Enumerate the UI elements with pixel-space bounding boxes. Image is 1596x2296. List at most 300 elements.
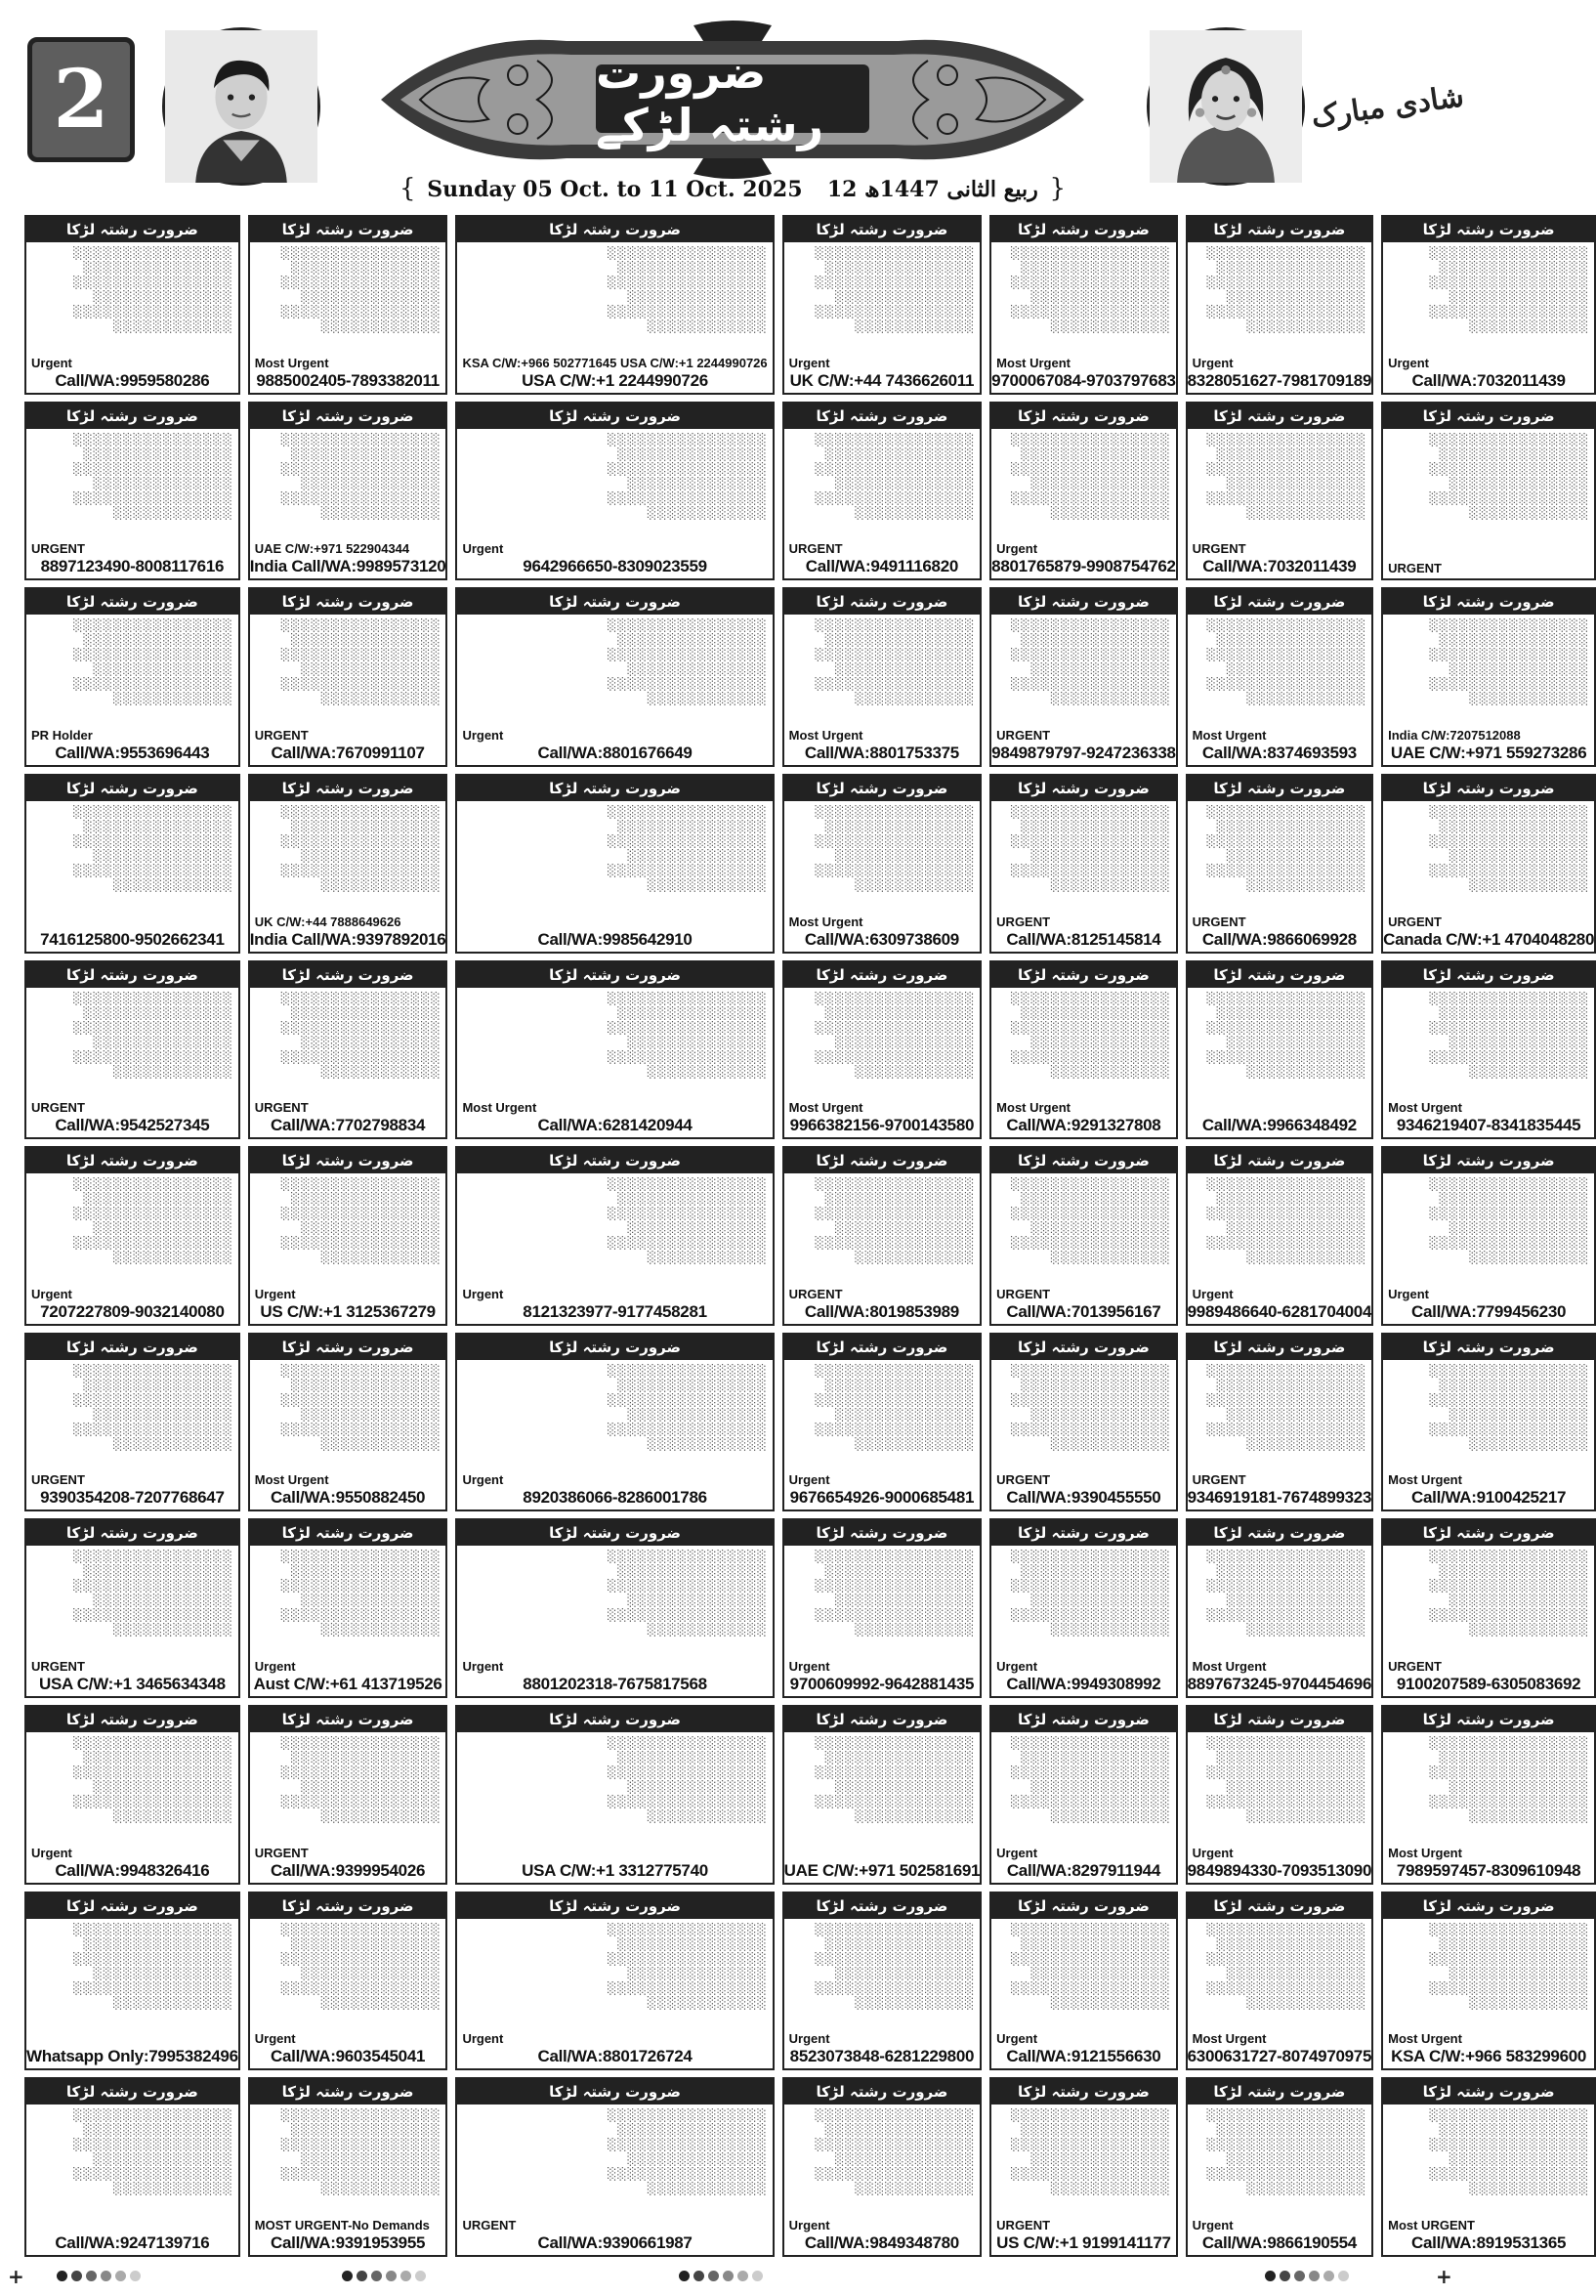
- ad-contact-number: Call/WA:8801753375: [804, 743, 959, 762]
- color-dot: [71, 2271, 82, 2281]
- matrimonial-ad: [24, 402, 240, 581]
- ad-contact-number: 8523073848-6281229800: [789, 2047, 975, 2066]
- ad-text-placeholder: ░░░░░░░░░░░░░░░░ ░░░░░░░░░░░░░░░ ░░░░░░░░░░░░░░░░ ░░░░░░░░░░░░░░ ░░░░░░░░░░░░░░░░ ░░░░░░░░░░░░: [1206, 2108, 1367, 2196]
- ad-urgency-tag: Most Urgent: [1192, 2031, 1267, 2047]
- ad-heading: ضرورت رشتہ لڑکا: [1383, 1335, 1594, 1360]
- registration-mark-left: +: [8, 2265, 24, 2288]
- ad-body-text: [26, 242, 238, 356]
- ad-body-text: [457, 2105, 772, 2218]
- ad-text-placeholder: ░░░░░░░░░░░░░░░░ ░░░░░░░░░░░░░░░ ░░░░░░░░░░░░░░░░ ░░░░░░░░░░░░░░ ░░░░░░░░░░░░░░░░ ░░░░░░░░░░░░: [607, 618, 768, 706]
- color-dot: [737, 2271, 748, 2281]
- ad-urgency-tag: URGENT: [996, 914, 1051, 929]
- ad-heading: ضرورت رشتہ لڑکا: [1383, 589, 1594, 615]
- ad-text-placeholder: ░░░░░░░░░░░░░░░░ ░░░░░░░░░░░░░░░ ░░░░░░░░░░░░░░░░ ░░░░░░░░░░░░░░ ░░░░░░░░░░░░░░░░ ░░░░░░░░░░░░: [1010, 2108, 1171, 2196]
- ad-heading: ضرورت رشتہ لڑکا: [1188, 962, 1371, 988]
- ad-body-text: [991, 615, 1175, 728]
- ad-urgency-tag: Most Urgent: [254, 355, 329, 370]
- ad-heading: ضرورت رشتہ لڑکا: [250, 217, 446, 242]
- ad-heading: ضرورت رشتہ لڑکا: [784, 1148, 981, 1173]
- ad-text-placeholder: ░░░░░░░░░░░░░░░░ ░░░░░░░░░░░░░░░ ░░░░░░░░░░░░░░░░ ░░░░░░░░░░░░░░ ░░░░░░░░░░░░░░░░ ░░░░░░░░░░░░: [1429, 432, 1590, 520]
- matrimonial-ad: [24, 215, 240, 395]
- ad-contact-number: Call/WA:7032011439: [1411, 370, 1566, 390]
- ad-heading: ضرورت رشتہ لڑکا: [457, 2079, 772, 2105]
- ad-heading: ضرورت رشتہ لڑکا: [784, 1520, 981, 1546]
- ad-urgency-tag: Urgent: [788, 1472, 830, 1488]
- color-dot: [86, 2271, 97, 2281]
- matrimonial-ad: [1381, 1518, 1596, 1698]
- ad-heading: ضرورت رشتہ لڑکا: [784, 2079, 981, 2105]
- matrimonial-ad: [24, 2077, 240, 2257]
- ad-heading: ضرورت رشتہ لڑکا: [1188, 1893, 1371, 1919]
- matrimonial-ad: [989, 1146, 1177, 1326]
- ad-urgency-tag: Most Urgent: [1388, 1472, 1462, 1488]
- ad-urgency-tag: Urgent: [788, 2031, 830, 2047]
- ad-text-placeholder: ░░░░░░░░░░░░░░░░ ░░░░░░░░░░░░░░░ ░░░░░░░░░░░░░░░░ ░░░░░░░░░░░░░░ ░░░░░░░░░░░░░░░░ ░░░░░░░░░░░░: [280, 1550, 441, 1637]
- color-dot: [1280, 2271, 1290, 2281]
- color-bar-center: [679, 2271, 763, 2281]
- ad-urgency-tag: URGENT: [31, 1659, 85, 1675]
- ad-text-placeholder: ░░░░░░░░░░░░░░░░ ░░░░░░░░░░░░░░░ ░░░░░░░░░░░░░░░░ ░░░░░░░░░░░░░░ ░░░░░░░░░░░░░░░░ ░░░░░░░░░░░░: [73, 1922, 233, 2010]
- matrimonial-ad: [24, 587, 240, 767]
- ad-body-text: [1383, 429, 1594, 562]
- matrimonial-ad: [24, 774, 240, 954]
- title-banner: [371, 21, 1094, 178]
- footer: [0, 2267, 1465, 2290]
- ad-text-placeholder: ░░░░░░░░░░░░░░░░ ░░░░░░░░░░░░░░░ ░░░░░░░░░░░░░░░░ ░░░░░░░░░░░░░░ ░░░░░░░░░░░░░░░░ ░░░░░░░░░░░░: [73, 804, 233, 892]
- ad-contact-number: USA C/W:+1 2244990726: [522, 370, 708, 390]
- ad-text-placeholder: ░░░░░░░░░░░░░░░░ ░░░░░░░░░░░░░░░ ░░░░░░░░░░░░░░░░ ░░░░░░░░░░░░░░ ░░░░░░░░░░░░░░░░ ░░░░░░░░░░░░: [73, 1363, 233, 1451]
- ad-text-placeholder: ░░░░░░░░░░░░░░░░ ░░░░░░░░░░░░░░░ ░░░░░░░░░░░░░░░░ ░░░░░░░░░░░░░░ ░░░░░░░░░░░░░░░░ ░░░░░░░░░░░░: [1010, 618, 1171, 706]
- ad-urgency-tag: URGENT: [1388, 914, 1442, 929]
- ad-body-text: [457, 1173, 772, 1287]
- ad-urgency-tag: Most Urgent: [1192, 727, 1267, 743]
- ad-heading: ضرورت رشتہ لڑکا: [26, 1893, 238, 1919]
- ad-body-text: [991, 801, 1175, 914]
- ad-text-placeholder: ░░░░░░░░░░░░░░░░ ░░░░░░░░░░░░░░░ ░░░░░░░░░░░░░░░░ ░░░░░░░░░░░░░░ ░░░░░░░░░░░░░░░░ ░░░░░░░░░░░░: [280, 432, 441, 520]
- ad-heading: ضرورت رشتہ لڑکا: [457, 1893, 772, 1919]
- matrimonial-ad: [782, 960, 983, 1140]
- ad-urgency-tag: URGENT: [996, 1286, 1051, 1301]
- ad-urgency-tag: Most URGENT: [1388, 2218, 1475, 2232]
- color-dot: [130, 2271, 141, 2281]
- ad-body-text: [1188, 1546, 1371, 1659]
- ad-heading: ضرورت رشتہ لڑکا: [1188, 217, 1371, 242]
- ad-body-text: [250, 801, 446, 914]
- ad-body-text: [1188, 2105, 1371, 2218]
- ad-heading: ضرورت رشتہ لڑکا: [457, 404, 772, 429]
- ad-body-text: [26, 1173, 238, 1287]
- matrimonial-ad: [248, 960, 448, 1140]
- ad-text-placeholder: ░░░░░░░░░░░░░░░░ ░░░░░░░░░░░░░░░ ░░░░░░░░░░░░░░░░ ░░░░░░░░░░░░░░ ░░░░░░░░░░░░░░░░ ░░░░░░░░░░░░: [607, 246, 768, 333]
- ad-contact-number: 8801202318-7675817568: [523, 1675, 707, 1694]
- ad-contact-number: Call/WA:9985642910: [537, 929, 693, 949]
- ad-text-placeholder: ░░░░░░░░░░░░░░░░ ░░░░░░░░░░░░░░░ ░░░░░░░░░░░░░░░░ ░░░░░░░░░░░░░░ ░░░░░░░░░░░░░░░░ ░░░░░░░░░░░░: [607, 1550, 768, 1637]
- ad-body-text: [457, 615, 772, 728]
- ad-text-placeholder: ░░░░░░░░░░░░░░░░ ░░░░░░░░░░░░░░░ ░░░░░░░░░░░░░░░░ ░░░░░░░░░░░░░░ ░░░░░░░░░░░░░░░░ ░░░░░░░░░░░░: [1429, 246, 1590, 333]
- ad-heading: ضرورت رشتہ لڑکا: [1383, 1148, 1594, 1173]
- ad-contact-number: USA C/W:+1 3465634348: [39, 1675, 226, 1694]
- ad-text-placeholder: ░░░░░░░░░░░░░░░░ ░░░░░░░░░░░░░░░ ░░░░░░░░░░░░░░░░ ░░░░░░░░░░░░░░ ░░░░░░░░░░░░░░░░ ░░░░░░░░░░░░: [815, 804, 976, 892]
- matrimonial-ad: [1186, 1705, 1373, 1885]
- date-english: Sunday 05 Oct. to 11 Oct. 2025: [427, 177, 803, 202]
- ad-heading: ضرورت رشتہ لڑکا: [26, 1148, 238, 1173]
- ad-text-placeholder: ░░░░░░░░░░░░░░░░ ░░░░░░░░░░░░░░░ ░░░░░░░░░░░░░░░░ ░░░░░░░░░░░░░░ ░░░░░░░░░░░░░░░░ ░░░░░░░░░░░░: [815, 1177, 976, 1265]
- matrimonial-ad: [1381, 587, 1596, 767]
- ad-heading: ضرورت رشتہ لڑکا: [26, 1520, 238, 1546]
- ad-urgency-tag: Urgent: [1192, 2218, 1234, 2232]
- ad-body-text: [26, 615, 238, 728]
- ad-heading: ضرورت رشتہ لڑکا: [991, 589, 1175, 615]
- ad-contact-number: 7989597457-8309610948: [1396, 1860, 1581, 1880]
- ad-heading: ضرورت رشتہ لڑکا: [991, 1707, 1175, 1732]
- ad-urgency-tag: Urgent: [31, 1286, 72, 1301]
- ad-heading: ضرورت رشتہ لڑکا: [1188, 589, 1371, 615]
- matrimonial-ad: [455, 1705, 774, 1885]
- ad-text-placeholder: ░░░░░░░░░░░░░░░░ ░░░░░░░░░░░░░░░ ░░░░░░░░░░░░░░░░ ░░░░░░░░░░░░░░ ░░░░░░░░░░░░░░░░ ░░░░░░░░░░░░: [1206, 1177, 1367, 1265]
- ad-contact-number: Call/WA:9391953955: [271, 2233, 426, 2252]
- color-dot: [723, 2271, 734, 2281]
- matrimonial-ad: [989, 1705, 1177, 1885]
- ad-text-placeholder: ░░░░░░░░░░░░░░░░ ░░░░░░░░░░░░░░░ ░░░░░░░░░░░░░░░░ ░░░░░░░░░░░░░░ ░░░░░░░░░░░░░░░░ ░░░░░░░░░░░░: [815, 1736, 976, 1824]
- ad-body-text: [250, 1919, 446, 2032]
- ad-urgency-tag: Urgent: [996, 1845, 1038, 1860]
- ad-body-text: [26, 1732, 238, 1846]
- ad-text-placeholder: ░░░░░░░░░░░░░░░░ ░░░░░░░░░░░░░░░ ░░░░░░░░░░░░░░░░ ░░░░░░░░░░░░░░ ░░░░░░░░░░░░░░░░ ░░░░░░░░░░░░: [1429, 991, 1590, 1079]
- color-dot: [752, 2271, 763, 2281]
- ad-urgency-tag: Urgent: [462, 2031, 504, 2047]
- ad-urgency-tag: Urgent: [1192, 1286, 1234, 1301]
- matrimonial-ad: [1186, 1892, 1373, 2071]
- ad-heading: ضرورت رشتہ لڑکا: [26, 776, 238, 801]
- ad-heading: ضرورت رشتہ لڑکا: [1383, 962, 1594, 988]
- color-bar-center-left: [342, 2271, 426, 2281]
- ad-heading: ضرورت رشتہ لڑکا: [250, 1893, 446, 1919]
- ad-contact-number: Call/WA:9491116820: [805, 557, 959, 576]
- ad-text-placeholder: ░░░░░░░░░░░░░░░░ ░░░░░░░░░░░░░░░ ░░░░░░░░░░░░░░░░ ░░░░░░░░░░░░░░ ░░░░░░░░░░░░░░░░ ░░░░░░░░░░░░: [1206, 246, 1367, 333]
- matrimonial-ad: [455, 587, 774, 767]
- matrimonial-ad: [248, 1146, 448, 1326]
- ad-contact-number: 9642966650-8309023559: [523, 557, 707, 576]
- ad-heading: ضرورت رشتہ لڑکا: [250, 1335, 446, 1360]
- ad-body-text: [991, 1360, 1175, 1473]
- ad-contact-number: 9346219407-8341835445: [1396, 1116, 1581, 1135]
- ad-text-placeholder: ░░░░░░░░░░░░░░░░ ░░░░░░░░░░░░░░░ ░░░░░░░░░░░░░░░░ ░░░░░░░░░░░░░░ ░░░░░░░░░░░░░░░░ ░░░░░░░░░░░░: [280, 618, 441, 706]
- ad-body-text: [457, 1732, 772, 1860]
- ad-urgency-tag: India C/W:7207512088: [1388, 727, 1521, 743]
- ad-urgency-tag: Urgent: [462, 1659, 504, 1675]
- ad-body-text: [250, 429, 446, 542]
- matrimonial-ad: [248, 1518, 448, 1698]
- matrimonial-ad: [1186, 215, 1373, 395]
- matrimonial-ad: [782, 402, 983, 581]
- ad-body-text: [26, 1546, 238, 1659]
- ad-heading: ضرورت رشتہ لڑکا: [26, 2079, 238, 2105]
- ad-urgency-tag: Most Urgent: [1388, 1100, 1462, 1116]
- ad-heading: ضرورت رشتہ لڑکا: [784, 776, 981, 801]
- ad-text-placeholder: ░░░░░░░░░░░░░░░░ ░░░░░░░░░░░░░░░ ░░░░░░░░░░░░░░░░ ░░░░░░░░░░░░░░ ░░░░░░░░░░░░░░░░ ░░░░░░░░░░░░: [1206, 991, 1367, 1079]
- matrimonial-ad: [782, 587, 983, 767]
- ad-body-text: [250, 1546, 446, 1659]
- ad-heading: ضرورت رشتہ لڑکا: [1383, 776, 1594, 801]
- color-dot: [415, 2271, 426, 2281]
- matrimonial-ad: [1186, 1333, 1373, 1512]
- matrimonial-ad: [1381, 774, 1596, 954]
- ad-heading: ضرورت رشتہ لڑکا: [1188, 1335, 1371, 1360]
- ad-text-placeholder: ░░░░░░░░░░░░░░░░ ░░░░░░░░░░░░░░░ ░░░░░░░░░░░░░░░░ ░░░░░░░░░░░░░░ ░░░░░░░░░░░░░░░░ ░░░░░░░░░░░░: [280, 991, 441, 1079]
- ad-urgency-tag: URGENT: [462, 2218, 517, 2232]
- ad-body-text: [784, 2105, 981, 2218]
- matrimonial-ad: [248, 2077, 448, 2257]
- ad-text-placeholder: ░░░░░░░░░░░░░░░░ ░░░░░░░░░░░░░░░ ░░░░░░░░░░░░░░░░ ░░░░░░░░░░░░░░ ░░░░░░░░░░░░░░░░ ░░░░░░░░░░░░: [1429, 1736, 1590, 1824]
- matrimonial-ad: [782, 2077, 983, 2257]
- ad-body-text: [26, 429, 238, 542]
- ad-heading: ضرورت رشتہ لڑکا: [250, 589, 446, 615]
- groom-portrait-icon: [165, 30, 317, 183]
- ad-body-text: [250, 1173, 446, 1287]
- ad-text-placeholder: ░░░░░░░░░░░░░░░░ ░░░░░░░░░░░░░░░ ░░░░░░░░░░░░░░░░ ░░░░░░░░░░░░░░ ░░░░░░░░░░░░░░░░ ░░░░░░░░░░░░: [1206, 1922, 1367, 2010]
- ad-contact-number: Call/WA:8801726724: [537, 2047, 693, 2066]
- matrimonial-ad: [1381, 1705, 1596, 1885]
- matrimonial-ad: [248, 1333, 448, 1512]
- ad-body-text: [784, 615, 981, 728]
- ad-body-text: [784, 242, 981, 356]
- ad-body-text: [1383, 1732, 1594, 1846]
- ad-text-placeholder: ░░░░░░░░░░░░░░░░ ░░░░░░░░░░░░░░░ ░░░░░░░░░░░░░░░░ ░░░░░░░░░░░░░░ ░░░░░░░░░░░░░░░░ ░░░░░░░░░░░░: [1010, 991, 1171, 1079]
- ad-contact-number: Call/WA:9100425217: [1411, 1488, 1567, 1508]
- ad-body-text: [1383, 988, 1594, 1101]
- ad-contact-number: Call/WA:9247139716: [55, 2233, 210, 2252]
- matrimonial-ad: [782, 1146, 983, 1326]
- ad-body-text: [784, 988, 981, 1101]
- date-line: { Sunday 05 Oct. to 11 Oct. 2025 12 ربیع الثانی 1447ھ }: [399, 174, 1066, 203]
- ad-urgency-tag: URGENT: [996, 2218, 1051, 2232]
- ad-body-text: [1383, 1360, 1594, 1473]
- ad-heading: ضرورت رشتہ لڑکا: [991, 1893, 1175, 1919]
- ad-body-text: [457, 1360, 772, 1473]
- ad-contact-number: Call/WA:9390661987: [537, 2233, 693, 2252]
- ad-contact-number: 9966382156-9700143580: [789, 1116, 975, 1135]
- ad-heading: ضرورت رشتہ لڑکا: [1383, 2079, 1594, 2105]
- ad-text-placeholder: ░░░░░░░░░░░░░░░░ ░░░░░░░░░░░░░░░ ░░░░░░░░░░░░░░░░ ░░░░░░░░░░░░░░ ░░░░░░░░░░░░░░░░ ░░░░░░░░░░░░: [1429, 1922, 1590, 2010]
- ad-urgency-tag: URGENT: [996, 727, 1051, 743]
- ad-urgency-tag: Most Urgent: [788, 914, 863, 929]
- ad-text-placeholder: ░░░░░░░░░░░░░░░░ ░░░░░░░░░░░░░░░ ░░░░░░░░░░░░░░░░ ░░░░░░░░░░░░░░ ░░░░░░░░░░░░░░░░ ░░░░░░░░░░░░: [815, 1363, 976, 1451]
- ad-heading: ضرورت رشتہ لڑکا: [250, 2079, 446, 2105]
- ad-body-text: [250, 1732, 446, 1846]
- date-hijri: 12 ربیع الثانی 1447ھ: [826, 177, 1038, 202]
- ad-heading: ضرورت رشتہ لڑکا: [1188, 1520, 1371, 1546]
- ad-text-placeholder: ░░░░░░░░░░░░░░░░ ░░░░░░░░░░░░░░░ ░░░░░░░░░░░░░░░░ ░░░░░░░░░░░░░░ ░░░░░░░░░░░░░░░░ ░░░░░░░░░░░░: [815, 1922, 976, 2010]
- ad-heading: ضرورت رشتہ لڑکا: [457, 1707, 772, 1732]
- matrimonial-ad: [1381, 1146, 1596, 1326]
- color-dot: [400, 2271, 411, 2281]
- color-dot: [1338, 2271, 1349, 2281]
- matrimonial-ad: [1186, 402, 1373, 581]
- matrimonial-ad: [989, 960, 1177, 1140]
- ad-contact-number: US C/W:+1 9199141177: [996, 2233, 1171, 2252]
- ad-heading: ضرورت رشتہ لڑکا: [1383, 1520, 1594, 1546]
- matrimonial-ad: [248, 1892, 448, 2071]
- ad-text-placeholder: ░░░░░░░░░░░░░░░░ ░░░░░░░░░░░░░░░ ░░░░░░░░░░░░░░░░ ░░░░░░░░░░░░░░ ░░░░░░░░░░░░░░░░ ░░░░░░░░░░░░: [73, 618, 233, 706]
- ad-text-placeholder: ░░░░░░░░░░░░░░░░ ░░░░░░░░░░░░░░░ ░░░░░░░░░░░░░░░░ ░░░░░░░░░░░░░░ ░░░░░░░░░░░░░░░░ ░░░░░░░░░░░░: [1206, 804, 1367, 892]
- ad-body-text: [1188, 801, 1371, 914]
- ad-body-text: [26, 1919, 238, 2047]
- ad-text-placeholder: ░░░░░░░░░░░░░░░░ ░░░░░░░░░░░░░░░ ░░░░░░░░░░░░░░░░ ░░░░░░░░░░░░░░ ░░░░░░░░░░░░░░░░ ░░░░░░░░░░░░: [1010, 1177, 1171, 1265]
- matrimonial-ad: [1186, 1518, 1373, 1698]
- ad-urgency-tag: Urgent: [462, 541, 504, 557]
- ad-contact-number: Call/WA:8801676649: [537, 743, 693, 762]
- ad-body-text: [26, 1360, 238, 1473]
- matrimonial-ad: [455, 774, 774, 954]
- ad-contact-number: Call/WA:9390455550: [1006, 1488, 1161, 1508]
- ad-heading: ضرورت رشتہ لڑکا: [1383, 1893, 1594, 1919]
- ad-body-text: [1383, 1173, 1594, 1287]
- ad-heading: ضرورت رشتہ لڑکا: [991, 1520, 1175, 1546]
- ad-urgency-tag: Urgent: [254, 2031, 296, 2047]
- ad-text-placeholder: ░░░░░░░░░░░░░░░░ ░░░░░░░░░░░░░░░ ░░░░░░░░░░░░░░░░ ░░░░░░░░░░░░░░ ░░░░░░░░░░░░░░░░ ░░░░░░░░░░░░: [607, 804, 768, 892]
- ad-urgency-tag: URGENT: [31, 1100, 85, 1116]
- ad-contact-number: UK C/W:+44 7436626011: [789, 370, 975, 390]
- ad-urgency-tag: Urgent: [462, 1472, 504, 1488]
- color-dot: [679, 2271, 690, 2281]
- ad-heading: ضرورت رشتہ لڑکا: [1188, 1148, 1371, 1173]
- ad-body-text: [784, 429, 981, 542]
- ad-contact-number: Call/WA:9550882450: [271, 1488, 426, 1508]
- ad-text-placeholder: ░░░░░░░░░░░░░░░░ ░░░░░░░░░░░░░░░ ░░░░░░░░░░░░░░░░ ░░░░░░░░░░░░░░ ░░░░░░░░░░░░░░░░ ░░░░░░░░░░░░: [815, 432, 976, 520]
- color-dot: [57, 2271, 67, 2281]
- ad-contact-number: 6300631727-8074970975: [1187, 2047, 1372, 2066]
- ad-urgency-tag: Urgent: [788, 355, 830, 370]
- ad-heading: ضرورت رشتہ لڑکا: [784, 589, 981, 615]
- ad-body-text: [991, 429, 1175, 542]
- ad-text-placeholder: ░░░░░░░░░░░░░░░░ ░░░░░░░░░░░░░░░ ░░░░░░░░░░░░░░░░ ░░░░░░░░░░░░░░ ░░░░░░░░░░░░░░░░ ░░░░░░░░░░░░: [815, 246, 976, 333]
- color-dot: [342, 2271, 353, 2281]
- ad-heading: ضرورت رشتہ لڑکا: [991, 404, 1175, 429]
- ad-text-placeholder: ░░░░░░░░░░░░░░░░ ░░░░░░░░░░░░░░░ ░░░░░░░░░░░░░░░░ ░░░░░░░░░░░░░░ ░░░░░░░░░░░░░░░░ ░░░░░░░░░░░░: [815, 1550, 976, 1637]
- ad-text-placeholder: ░░░░░░░░░░░░░░░░ ░░░░░░░░░░░░░░░ ░░░░░░░░░░░░░░░░ ░░░░░░░░░░░░░░ ░░░░░░░░░░░░░░░░ ░░░░░░░░░░░░: [280, 1177, 441, 1265]
- ad-contact-number: 8920386066-8286001786: [523, 1488, 707, 1508]
- matrimonial-ad: [1186, 774, 1373, 954]
- ad-text-placeholder: ░░░░░░░░░░░░░░░░ ░░░░░░░░░░░░░░░ ░░░░░░░░░░░░░░░░ ░░░░░░░░░░░░░░ ░░░░░░░░░░░░░░░░ ░░░░░░░░░░░░: [73, 2108, 233, 2196]
- ad-text-placeholder: ░░░░░░░░░░░░░░░░ ░░░░░░░░░░░░░░░ ░░░░░░░░░░░░░░░░ ░░░░░░░░░░░░░░ ░░░░░░░░░░░░░░░░ ░░░░░░░░░░░░: [1010, 804, 1171, 892]
- ad-contact-number: Call/WA:9866190554: [1201, 2233, 1357, 2252]
- ad-urgency-tag: Most Urgent: [996, 1100, 1071, 1116]
- ad-contact-number: Call/WA:8019853989: [804, 1301, 959, 1321]
- ad-text-placeholder: ░░░░░░░░░░░░░░░░ ░░░░░░░░░░░░░░░ ░░░░░░░░░░░░░░░░ ░░░░░░░░░░░░░░ ░░░░░░░░░░░░░░░░ ░░░░░░░░░░░░: [1429, 2108, 1590, 2196]
- ad-heading: ضرورت رشتہ لڑکا: [457, 1148, 772, 1173]
- ad-body-text: [1383, 1919, 1594, 2032]
- matrimonial-ad: [1381, 402, 1596, 581]
- matrimonial-ad: [455, 2077, 774, 2257]
- matrimonial-ad: [1186, 587, 1373, 767]
- ad-text-placeholder: ░░░░░░░░░░░░░░░░ ░░░░░░░░░░░░░░░ ░░░░░░░░░░░░░░░░ ░░░░░░░░░░░░░░ ░░░░░░░░░░░░░░░░ ░░░░░░░░░░░░: [1206, 432, 1367, 520]
- ad-heading: ضرورت رشتہ لڑکا: [991, 962, 1175, 988]
- matrimonial-ad: [1381, 2077, 1596, 2257]
- ad-contact-number: Call/WA:8297911944: [1006, 1860, 1160, 1880]
- ad-text-placeholder: ░░░░░░░░░░░░░░░░ ░░░░░░░░░░░░░░░ ░░░░░░░░░░░░░░░░ ░░░░░░░░░░░░░░ ░░░░░░░░░░░░░░░░ ░░░░░░░░░░░░: [280, 246, 441, 333]
- matrimonial-ad: [24, 1705, 240, 1885]
- ad-contact-number: 8328051627-7981709189: [1187, 370, 1372, 390]
- ad-contact-number: Canada C/W:+1 4704048280: [1383, 929, 1595, 949]
- ad-text-placeholder: ░░░░░░░░░░░░░░░░ ░░░░░░░░░░░░░░░ ░░░░░░░░░░░░░░░░ ░░░░░░░░░░░░░░ ░░░░░░░░░░░░░░░░ ░░░░░░░░░░░░: [73, 1550, 233, 1637]
- ad-text-placeholder: ░░░░░░░░░░░░░░░░ ░░░░░░░░░░░░░░░ ░░░░░░░░░░░░░░░░ ░░░░░░░░░░░░░░ ░░░░░░░░░░░░░░░░ ░░░░░░░░░░░░: [1206, 618, 1367, 706]
- ad-urgency-tag: URGENT: [254, 1845, 309, 1860]
- ad-urgency-tag: Most Urgent: [788, 727, 863, 743]
- ad-body-text: [784, 1173, 981, 1287]
- ad-text-placeholder: ░░░░░░░░░░░░░░░░ ░░░░░░░░░░░░░░░ ░░░░░░░░░░░░░░░░ ░░░░░░░░░░░░░░ ░░░░░░░░░░░░░░░░ ░░░░░░░░░░░░: [280, 1922, 441, 2010]
- ad-contact-number: Call/WA:7799456230: [1411, 1301, 1567, 1321]
- ad-contact-number: Call/WA:8125145814: [1006, 929, 1161, 949]
- matrimonial-ad: [989, 215, 1177, 395]
- ad-body-text: [991, 242, 1175, 356]
- page-title: ضرورت رشتہ لڑکے: [596, 64, 869, 133]
- matrimonial-ad: [455, 960, 774, 1140]
- ad-urgency-tag: Urgent: [1388, 355, 1429, 370]
- color-dot: [357, 2271, 367, 2281]
- ad-urgency-tag: PR Holder: [31, 727, 93, 743]
- ad-contact-number: UAE C/W:+971 502581691: [783, 1860, 981, 1880]
- ad-contact-number: Call/WA:9553696443: [55, 743, 210, 762]
- matrimonial-ad: [248, 402, 448, 581]
- ad-text-placeholder: ░░░░░░░░░░░░░░░░ ░░░░░░░░░░░░░░░ ░░░░░░░░░░░░░░░░ ░░░░░░░░░░░░░░ ░░░░░░░░░░░░░░░░ ░░░░░░░░░░░░: [73, 1177, 233, 1265]
- ad-urgency-tag: Urgent: [31, 1845, 72, 1860]
- ad-text-placeholder: ░░░░░░░░░░░░░░░░ ░░░░░░░░░░░░░░░ ░░░░░░░░░░░░░░░░ ░░░░░░░░░░░░░░ ░░░░░░░░░░░░░░░░ ░░░░░░░░░░░░: [1429, 618, 1590, 706]
- ad-urgency-tag: Most Urgent: [996, 355, 1071, 370]
- ad-urgency-tag: Urgent: [788, 1659, 830, 1675]
- ad-body-text: [457, 988, 772, 1101]
- ad-contact-number: Call/WA:9959580286: [55, 370, 210, 390]
- ad-text-placeholder: ░░░░░░░░░░░░░░░░ ░░░░░░░░░░░░░░░ ░░░░░░░░░░░░░░░░ ░░░░░░░░░░░░░░ ░░░░░░░░░░░░░░░░ ░░░░░░░░░░░░: [607, 432, 768, 520]
- ad-body-text: [1188, 242, 1371, 356]
- ad-urgency-tag: Most Urgent: [788, 1100, 863, 1116]
- ad-contact-number: 9989486640-6281704004: [1187, 1301, 1372, 1321]
- matrimonial-ad: [455, 1892, 774, 2071]
- ad-body-text: [1188, 615, 1371, 728]
- ad-heading: ضرورت رشتہ لڑکا: [26, 404, 238, 429]
- color-dot: [708, 2271, 719, 2281]
- ad-urgency-tag: Most Urgent: [1388, 2031, 1462, 2047]
- ad-body-text: [457, 1546, 772, 1659]
- matrimonial-ad: [989, 1518, 1177, 1698]
- ad-urgency-tag: URGENT: [788, 541, 843, 557]
- ad-heading: ضرورت رشتہ لڑکا: [991, 1148, 1175, 1173]
- matrimonial-ad: [1381, 1333, 1596, 1512]
- ad-contact-number: Call/WA:9966348492: [1201, 1116, 1357, 1135]
- matrimonial-ad: [1186, 960, 1373, 1140]
- ad-heading: ضرورت رشتہ لڑکا: [1383, 404, 1594, 429]
- matrimonial-ad: [782, 215, 983, 395]
- matrimonial-ad: [24, 1333, 240, 1512]
- ad-body-text: [1188, 1360, 1371, 1473]
- ad-heading: ضرورت رشتہ لڑکا: [784, 1893, 981, 1919]
- ad-contact-number: Call/WA:9949308992: [1006, 1675, 1161, 1694]
- ad-urgency-tag: URGENT: [1192, 541, 1246, 557]
- ad-heading: ضرورت رشتہ لڑکا: [991, 776, 1175, 801]
- matrimonial-ad: [989, 1892, 1177, 2071]
- ad-text-placeholder: ░░░░░░░░░░░░░░░░ ░░░░░░░░░░░░░░░ ░░░░░░░░░░░░░░░░ ░░░░░░░░░░░░░░ ░░░░░░░░░░░░░░░░ ░░░░░░░░░░░░: [1429, 1177, 1590, 1265]
- matrimonial-ad: [782, 1705, 983, 1885]
- color-bar-left: [57, 2271, 141, 2281]
- ad-urgency-tag: Urgent: [996, 1659, 1038, 1675]
- ad-text-placeholder: ░░░░░░░░░░░░░░░░ ░░░░░░░░░░░░░░░ ░░░░░░░░░░░░░░░░ ░░░░░░░░░░░░░░ ░░░░░░░░░░░░░░░░ ░░░░░░░░░░░░: [73, 1736, 233, 1824]
- ad-heading: ضرورت رشتہ لڑکا: [26, 589, 238, 615]
- ad-heading: ضرورت رشتہ لڑکا: [1188, 1707, 1371, 1732]
- ad-urgency-tag: URGENT: [1388, 1659, 1442, 1675]
- ad-contact-number: Call/WA:8919531365: [1411, 2233, 1567, 2252]
- ad-body-text: [457, 801, 772, 929]
- color-dot: [1323, 2271, 1334, 2281]
- matrimonial-ad: [248, 774, 448, 954]
